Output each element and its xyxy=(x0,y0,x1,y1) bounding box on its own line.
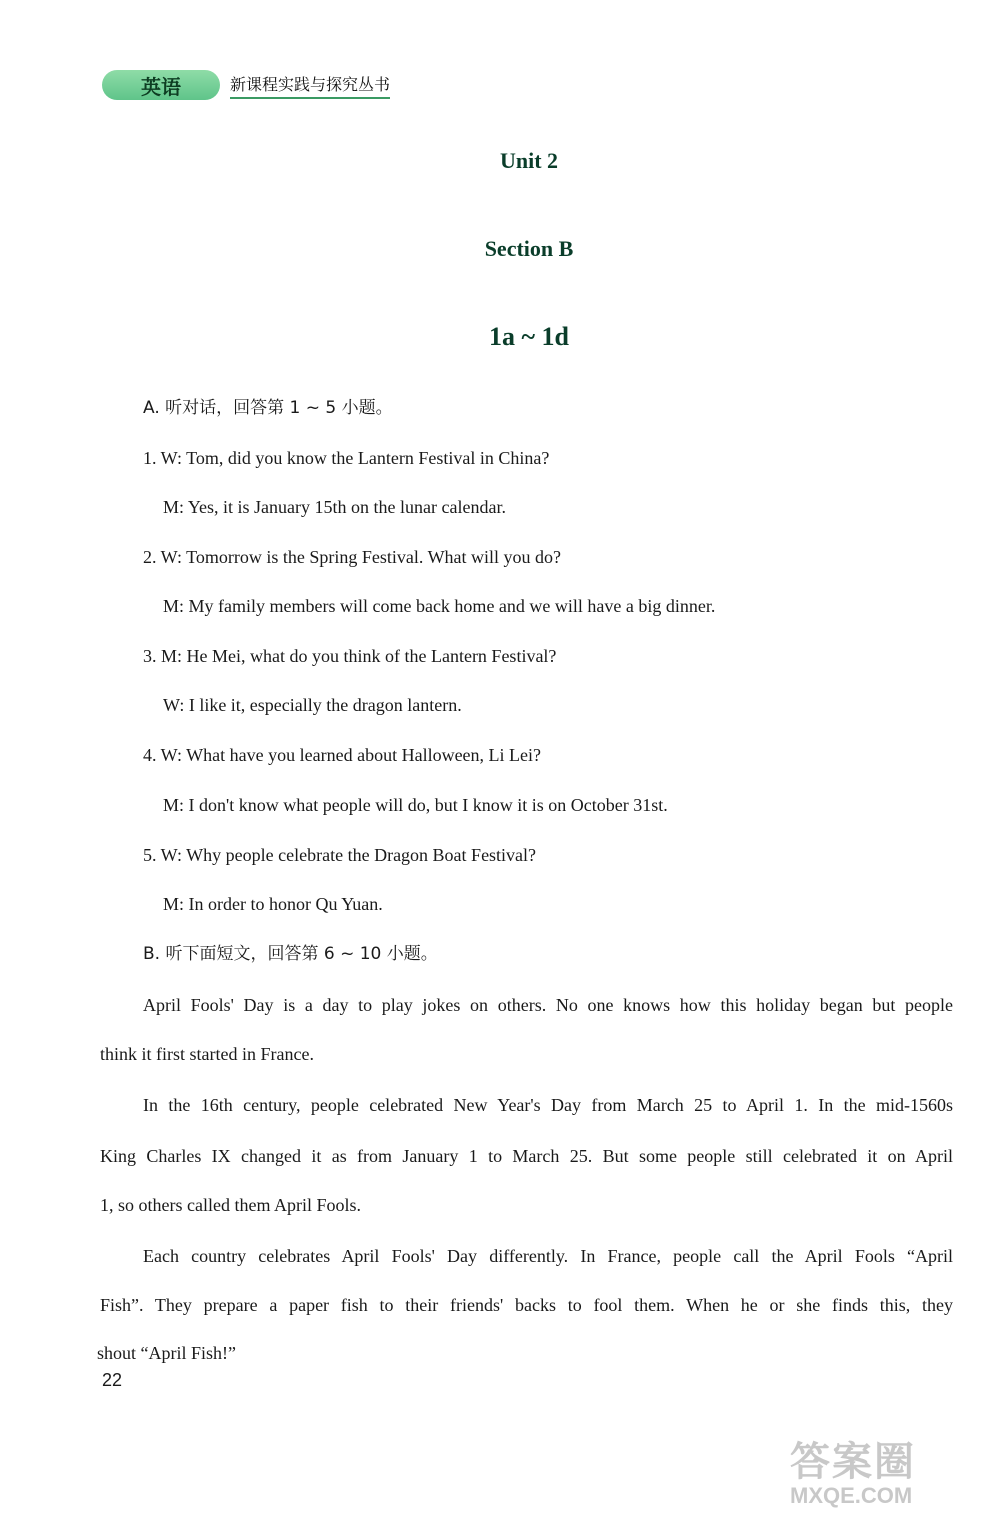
paragraph-3-line-1: Each country celebrates April Fools' Day differently. In France, people call the April Fools “April xyxy=(143,1246,953,1266)
series-title: 新课程实践与探究丛书 xyxy=(230,72,390,99)
dialogue-1-answer: M: Yes, it is January 15th on the lunar calendar. xyxy=(163,497,506,517)
dialogue-1-question: 1. W: Tom, did you know the Lantern Festival in China? xyxy=(143,448,550,468)
dialogue-2-question: 2. W: Tomorrow is the Spring Festival. What will you do? xyxy=(143,547,562,567)
paragraph-2-line-3: 1, so others called them April Fools. xyxy=(100,1195,361,1215)
paragraph-2-line-2: King Charles IX changed it as from January 1 to March 25. But some people still celebrated it on April xyxy=(100,1146,953,1166)
paragraph-1-line-1: April Fools' Day is a day to play jokes on others. No one knows how this holiday began but people xyxy=(143,995,953,1015)
paragraph-2-line-1: In the 16th century, people celebrated New Year's Day from March 25 to April 1. In the mid-1560s xyxy=(143,1095,953,1115)
section-title: Section B xyxy=(484,236,574,261)
watermark xyxy=(790,1440,980,1512)
paragraph-3-line-2: Fish”. They prepare a paper fish to their friends' backs to fool them. When he or she finds this, they xyxy=(100,1295,953,1315)
dialogue-4-question: 4. W: What have you learned about Halloween, Li Lei? xyxy=(143,745,542,765)
watermark-url: MXQE.COM xyxy=(790,1483,913,1508)
part-a-heading: A. 听对话，回答第 1 ~ 5 小题。 xyxy=(143,398,393,418)
paragraph-3-line-3: shout “April Fish!” xyxy=(97,1343,236,1363)
page-number: 22 xyxy=(102,1370,123,1390)
page-header xyxy=(102,68,390,102)
part-b-heading: B. 听下面短文，回答第 6 ~ 10 小题。 xyxy=(143,944,438,964)
paragraph-1-line-2: think it first started in France. xyxy=(100,1044,314,1064)
dialogue-4-answer: M: I don't know what people will do, but I know it is on October 31st. xyxy=(163,795,668,815)
dialogue-3-answer: W: I like it, especially the dragon lantern. xyxy=(163,695,462,715)
dialogue-5-question: 5. W: Why people celebrate the Dragon Boat Festival? xyxy=(143,845,537,865)
watermark-logo-text: 答案圈 xyxy=(790,1440,916,1484)
dialogue-5-answer: M: In order to honor Qu Yuan. xyxy=(163,894,383,914)
unit-title: Unit 2 xyxy=(499,148,559,173)
subject-badge: 英语 xyxy=(102,70,220,100)
dialogue-2-answer: M: My family members will come back home and we will have a big dinner. xyxy=(163,596,716,616)
dialogue-3-question: 3. M: He Mei, what do you think of the Lantern Festival? xyxy=(143,646,557,666)
part-title: 1a ~ 1d xyxy=(489,322,569,351)
